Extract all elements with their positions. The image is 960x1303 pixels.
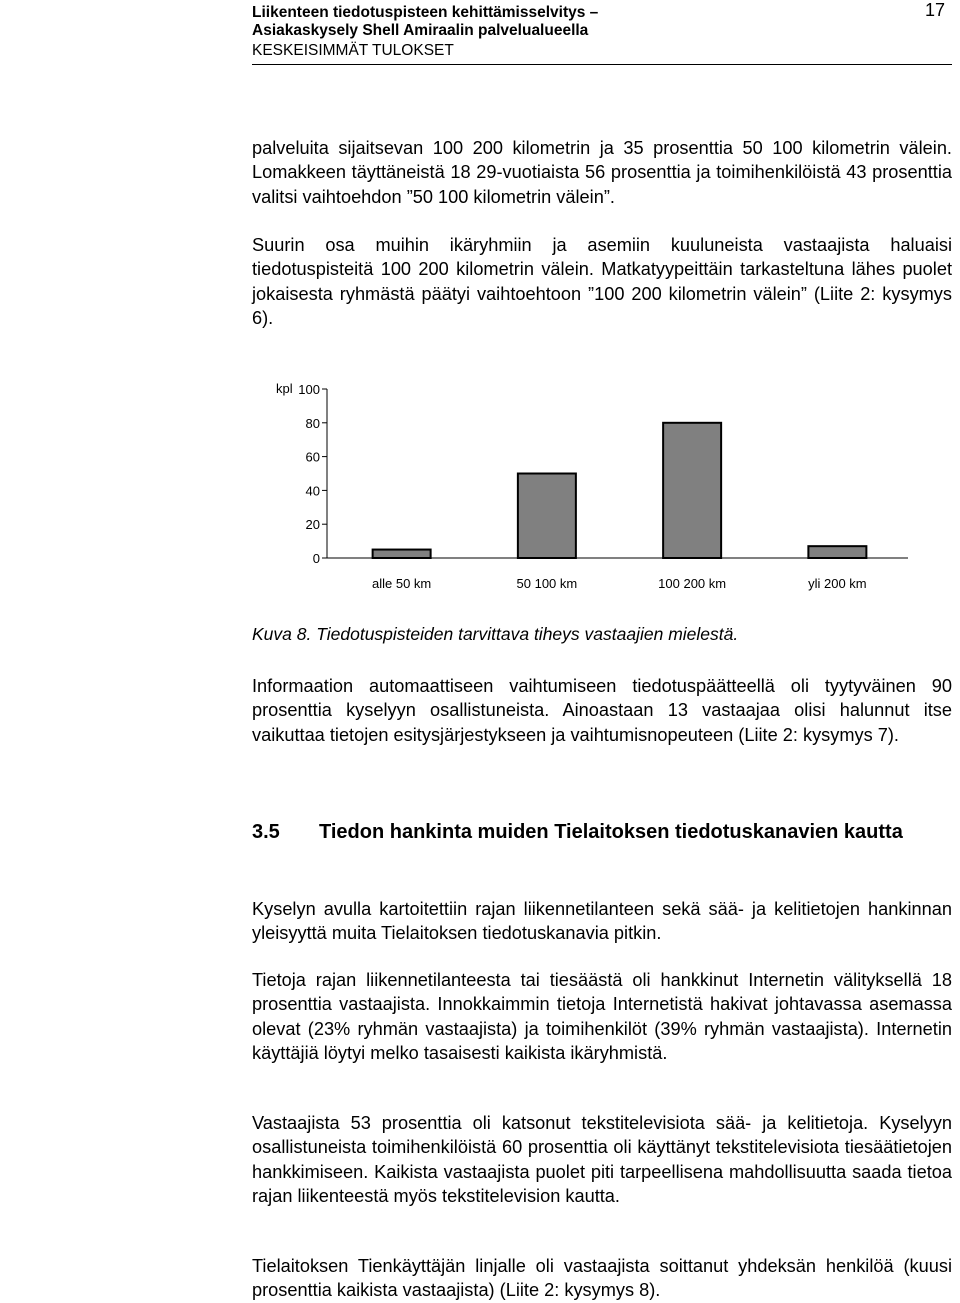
paragraph-7: Tielaitoksen Tienkäyttäjän linjalle oli vastaajista soittanut yhdeksän henkilöä (kuusi prosenttia kaikista vastaajista) (Liite 2: kysymys 8). — [252, 1256, 952, 1301]
paragraph-3: Informaation automaattiseen vaihtumiseen tiedotuspäätteellä oli tyytyväinen 90 prosenttia kyselyyn osallistuneista. Ainoastaan 13 vastaajaa olisi halunnut itse vaikuttaa tietojen esitysjärjestykseen ja vaihtumisnopeuteen (Liite 2: kysymys 7). — [252, 676, 952, 745]
figure-caption: Kuva 8. Tiedotuspisteiden tarvittava tiheys vastaajien mielestä. — [252, 624, 739, 644]
x-tick-label: alle 50 km — [372, 576, 432, 591]
y-tick-label: 80 — [305, 415, 320, 431]
bar-2 — [518, 474, 576, 559]
section-number: 3.5 — [252, 821, 280, 843]
bar-1 — [373, 550, 431, 558]
y-tick-label: 0 — [312, 551, 320, 566]
page-number: 17 — [925, 0, 946, 20]
header-rule — [252, 64, 952, 65]
paragraph-1: palveluita sijaitsevan 100 200 kilometrin ja 35 prosenttia 50 100 kilometrin välein. Lomakkeen täyttäneistä 18 29-vuotiaista 56 prosenttia ja toimihenkilöistä 43 prosenttia valitsi vaihtoehdon ”50 100 kilometrin välein”. — [252, 138, 952, 207]
paragraph-2: Suurin osa muihin ikäryhmiin ja asemiin kuuluneista vastaajista haluaisi tiedotuspisteitä 100 200 kilometrin välein. Matkatyypeittäin tarkasteltuna lähes puolet jokaisesta ryhmästä päätyi vaihtoehtoon ”100 200 kilometrin välein” (Liite 2: kysymys 6). — [252, 235, 952, 328]
header-line-1: Liikenteen tiedotuspisteen kehittämisselvitys – — [252, 4, 599, 21]
y-tick-label: 40 — [305, 483, 320, 499]
paragraph-5: Tietoja rajan liikennetilanteesta tai tiesäästä oli hankkinut Internetin välityksellä 18 prosenttia vastaajista. Innokkaimmin tietoja Internetistä hakivat johtavassa asemassa olevat (23% ryhmän vastaajista) ja toimihenkilöt (39% ryhmän vastaajista). Internetin käyttäjiä löytyi melko tasaisesti kaikista ikäryhmistä. — [252, 970, 952, 1063]
bar-4 — [808, 546, 866, 558]
header-line-3: KESKEISIMMÄT TULOKSET — [252, 42, 454, 59]
section-title: Tiedon hankinta muiden Tielaitoksen tiedotuskanavien kautta — [319, 821, 903, 843]
chart-ylabel: kpl — [276, 381, 293, 396]
paragraph-4: Kyselyn avulla kartoitettiin rajan liikennetilanteen sekä sää- ja kelitietojen hankinnan yleisyyttä muita Tielaitoksen tiedotuskanavia pitkin. — [252, 899, 952, 944]
x-tick-label: 100 200 km — [658, 576, 727, 591]
y-tick-label: 100 — [298, 382, 320, 397]
x-tick-label: yli 200 km — [808, 576, 867, 591]
y-tick-label: 20 — [305, 517, 320, 533]
paragraph-6: Vastaajista 53 prosenttia oli katsonut tekstitelevisiota sää- ja kelitietoja. Kyselyyn osallistuneista toimihenkilöistä 60 prosenttia oli käyttänyt tekstitelevisiota tiesäätietojen hankkimiseen. Kaikista vastaajista puolet piti tarpeellisena mahdollisuutta saada tietoa rajan liikenteestä myös tekstitelevision kautta. — [252, 1113, 952, 1206]
x-tick-label: 50 100 km — [516, 576, 578, 591]
y-tick-label: 60 — [305, 449, 320, 465]
header-line-2: Asiakaskysely Shell Amiraalin palvelualueella — [252, 22, 589, 39]
bar-3 — [663, 423, 721, 558]
